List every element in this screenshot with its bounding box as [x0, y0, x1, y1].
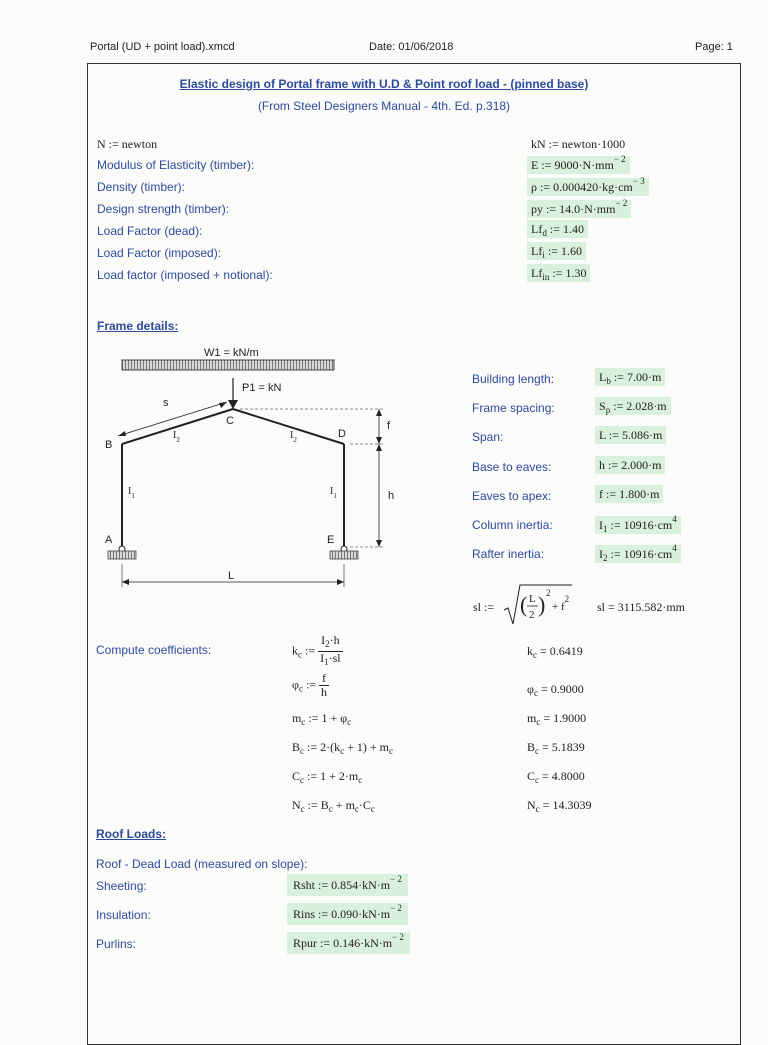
label-i2-right: $I_2$: [290, 430, 297, 444]
roof-expr-insulation[interactable]: Rins := $0.090\cdot kN\cdot m^{- 2}$: [287, 903, 408, 922]
frame-details-heading: Frame details:: [97, 319, 179, 333]
dim-s-head-right: [219, 402, 227, 408]
param-expr-building-length[interactable]: $L_b$ := 7.00·m: [595, 370, 665, 386]
udl-load-bar: [122, 360, 334, 370]
sl-frac-den: 2: [529, 609, 535, 621]
sl-paren-open: (: [520, 592, 528, 617]
dim-s-head-left: [118, 431, 126, 436]
node-e: E: [327, 534, 335, 546]
unit-kn-def: kN := newton·1000: [531, 137, 626, 151]
p1-label: P1 = kN: [242, 382, 282, 394]
w1-label: W1 = kN/m: [204, 347, 259, 359]
roof-dead-load-subheading: Roof - Dead Load (measured on slope):: [96, 857, 308, 871]
coeff-def-mc[interactable]: $m_c$ := $1 + \varphi_c$: [292, 711, 352, 727]
coeff-result-nc: $N_c = 14.3039$: [527, 798, 592, 814]
prop-label-lf-notional: Load factor (imposed + notional):: [97, 268, 273, 282]
coeff-def-kc[interactable]: $k_c$ := $\frac{I_2\cdot h}{I_1\cdot sl}$: [292, 633, 341, 667]
p1-arrow-head: [228, 400, 238, 409]
sl-exp-outer: 2: [546, 588, 551, 598]
param-label-eaves-apex: Eaves to apex:: [472, 489, 552, 503]
label-i1-left: $I_1$: [128, 486, 135, 500]
coeff-result-cc: $C_c = 4.8000$: [527, 769, 585, 785]
dim-f-head-top: [376, 409, 382, 416]
coeff-def-cc[interactable]: $C_c$ := $1 + 2\cdot m_c$: [292, 769, 363, 785]
node-c: C: [226, 415, 234, 427]
sl-sqrt-formula[interactable]: [502, 582, 574, 628]
file-name: Portal (UD + point load).xmcd: [90, 41, 235, 53]
label-i1-right: $I_1$: [330, 486, 337, 500]
prop-expr-lf-dead[interactable]: $Lf_d$ := 1.40: [527, 222, 588, 238]
node-b: B: [105, 439, 113, 451]
portal-frame-diagram: [100, 342, 400, 592]
param-expr-eaves-apex[interactable]: f := 1.800·m: [595, 487, 663, 502]
coeff-result-kc: $k_c = 0.6419$: [527, 644, 583, 660]
page-number: Page: 1: [695, 41, 733, 53]
coeff-result-phic: $\varphi_c = 0.9000$: [527, 682, 584, 698]
prop-expr-modulus[interactable]: E := $9000\cdot N\cdot mm^{- 2}$: [527, 154, 630, 173]
sl-def-lhs: sl :=: [473, 600, 495, 614]
prop-expr-density[interactable]: ρ := $0.000420\cdot kg\cdot cm^{- 3}$: [527, 176, 649, 195]
dim-f-head-bottom: [376, 437, 382, 444]
param-expr-span[interactable]: L := 5.086·m: [595, 428, 666, 443]
prop-expr-strength[interactable]: py := $14.0\cdot N\cdot mm^{- 2}$: [527, 198, 631, 217]
dim-L-label: L: [228, 570, 235, 582]
param-label-building-length: Building length:: [472, 372, 555, 386]
sl-paren-close: ): [538, 592, 546, 617]
param-expr-rafter-inertia[interactable]: $I_2$ := $10916\cdot cm^4$: [595, 543, 681, 563]
sl-frac-num: L: [529, 593, 536, 605]
unit-newton-def: N := newton: [97, 137, 158, 151]
sl-plus-f: + $f^2$: [552, 594, 570, 613]
dim-L-head-left: [122, 579, 129, 585]
dim-f-label: f: [387, 420, 391, 432]
dim-h-head-top: [376, 444, 382, 451]
worksheet-title: Elastic design of Portal frame with U.D & Point roof load - (pinned base): [179, 77, 589, 91]
coeff-result-bc: $B_c = 5.1839$: [527, 740, 585, 756]
worksheet-subtitle: (From Steel Designers Manual - 4th. Ed. p.318): [257, 99, 511, 113]
roof-label-purlins: Purlins:: [96, 937, 137, 951]
prop-label-lf-dead: Load Factor (dead):: [97, 224, 203, 238]
prop-expr-lf-imposed[interactable]: $Lf_i$ := 1.60: [527, 244, 586, 260]
dim-h-label: h: [388, 490, 395, 502]
node-a: A: [105, 534, 113, 546]
label-i2-left: $I_2$: [173, 430, 180, 444]
param-label-rafter-inertia: Rafter inertia:: [472, 547, 545, 561]
sl-result: sl = 3115.582·mm: [597, 600, 685, 614]
param-expr-frame-spacing[interactable]: $S_p$ := 2.028·m: [595, 399, 671, 415]
coeff-def-nc[interactable]: $N_c$ := $B_c + m_c\cdot C_c$: [292, 798, 375, 814]
param-label-span: Span:: [472, 430, 504, 444]
print-date: Date: 01/06/2018: [369, 41, 454, 53]
prop-label-modulus: Modulus of Elasticity (timber):: [97, 158, 255, 172]
roof-expr-purlins[interactable]: Rpur := $0.146\cdot kN\cdot m^{- 2}$: [287, 932, 410, 951]
param-expr-column-inertia[interactable]: $I_1$ := $10916\cdot cm^4$: [595, 514, 681, 534]
prop-label-density: Density (timber):: [97, 180, 186, 194]
roof-expr-sheeting[interactable]: Rsht := $0.854\cdot kN\cdot m^{- 2}$: [287, 874, 408, 893]
node-d: D: [338, 428, 346, 440]
roof-label-insulation: Insulation:: [96, 908, 151, 922]
coeff-def-phic[interactable]: $\varphi_c$ := $\frac{f}{h}$: [292, 671, 328, 699]
coeff-result-mc: $m_c = 1.9000$: [527, 711, 587, 727]
prop-label-strength: Design strength (timber):: [97, 202, 230, 216]
dim-h-head-bottom: [376, 540, 382, 547]
prop-expr-lf-notional[interactable]: $Lf_{in}$ := 1.30: [527, 266, 590, 282]
dim-L-head-right: [337, 579, 344, 585]
support-e: [330, 551, 358, 559]
roof-label-sheeting: Sheeting:: [96, 879, 147, 893]
roof-loads-heading: Roof Loads:: [96, 827, 166, 841]
param-label-base-eaves: Base to eaves:: [472, 460, 552, 474]
prop-label-lf-imposed: Load Factor (imposed):: [97, 246, 222, 260]
coeff-def-bc[interactable]: $B_c$ := $2\cdot(k_c + 1) + m_c$: [292, 740, 393, 756]
param-expr-base-eaves[interactable]: h := 2.000·m: [595, 458, 665, 473]
coeff-label: Compute coefficients:: [96, 643, 212, 657]
rafter-right: [233, 409, 344, 444]
dim-s-label: s: [163, 397, 169, 409]
support-a: [108, 551, 136, 559]
param-label-frame-spacing: Frame spacing:: [472, 401, 555, 415]
param-label-column-inertia: Column inertia:: [472, 518, 553, 532]
